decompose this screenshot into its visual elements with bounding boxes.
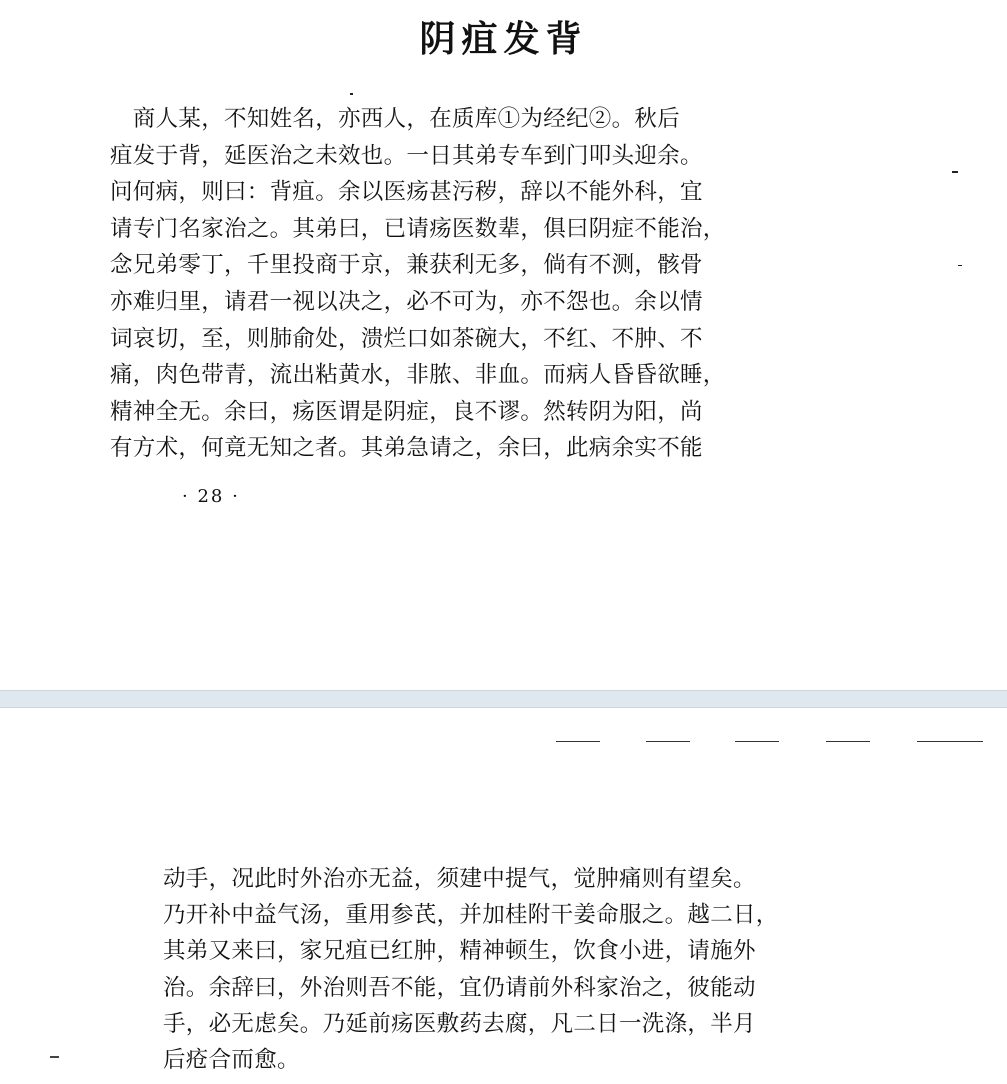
text-line: 问何病，则曰：背疽。余以医疡甚污秽，辞以不能外科，宜	[110, 179, 703, 206]
page-separator	[0, 690, 1007, 708]
text-line: 请专门名家治之。其弟曰，已请疡医数辈，俱曰阴症不能治，	[110, 215, 726, 242]
scan-speck	[350, 93, 353, 95]
text-line: 亦难归里，请君一视以决之，必不可为，亦不怨也。余以情	[110, 288, 703, 315]
text-line: 有方术，何竟无知之者。其弟急请之，余曰，此病余实不能	[110, 435, 703, 462]
chapter-title: 阴疽发背	[419, 18, 588, 60]
page-number: · 28 ·	[182, 486, 240, 507]
text-line: 痛，肉色带青，流出粘黄水，非脓、非血。而病人昏昏欲睡，	[110, 362, 726, 389]
body-text-top	[110, 101, 850, 467]
text-line: 精神全无。余曰，疡医谓是阴症，良不谬。然转阴为阳，尚	[110, 398, 703, 425]
text-line: 念兄弟零丁，千里投商于京，兼获利无多，倘有不测，骸骨	[110, 252, 703, 279]
scan-rule-mark	[735, 741, 779, 742]
text-line: 治。余辞曰，外治则吾不能，宜仍请前外科家治之，彼能动	[163, 974, 756, 1001]
scan-rule-mark	[646, 741, 690, 742]
scan-rule-mark	[917, 741, 983, 742]
scan-speck	[952, 171, 958, 173]
text-line: 后疮合而愈。	[163, 1046, 300, 1073]
body-text-bottom	[163, 861, 903, 1078]
scan-rule-mark	[556, 741, 600, 742]
text-line: 疽发于背，延医治之未效也。一日其弟专车到门叩头迎余。	[110, 142, 703, 169]
text-line: 其弟又来曰，家兄疽已红肿，精神顿生，饮食小进，请施外	[163, 938, 756, 965]
text-line: 商人某，不知姓名，亦西人，在质库①为经纪②。秋后	[110, 106, 681, 132]
scan-speck	[50, 1056, 59, 1058]
scan-speck	[958, 265, 962, 266]
text-line: 乃开补中益气汤，重用参芪，并加桂附干姜命服之。越二日，	[163, 902, 779, 929]
text-line: 词哀切，至，则肺俞处，溃烂口如茶碗大，不红、不肿、不	[110, 325, 703, 352]
text-line: 动手，况此时外治亦无益，须建中提气，觉肿痛则有望矣。	[163, 866, 756, 892]
scan-rule-mark	[826, 741, 870, 742]
text-line: 手，必无虑矣。乃延前疡医敷药去腐，凡二日一洗涤，半月	[163, 1010, 756, 1037]
